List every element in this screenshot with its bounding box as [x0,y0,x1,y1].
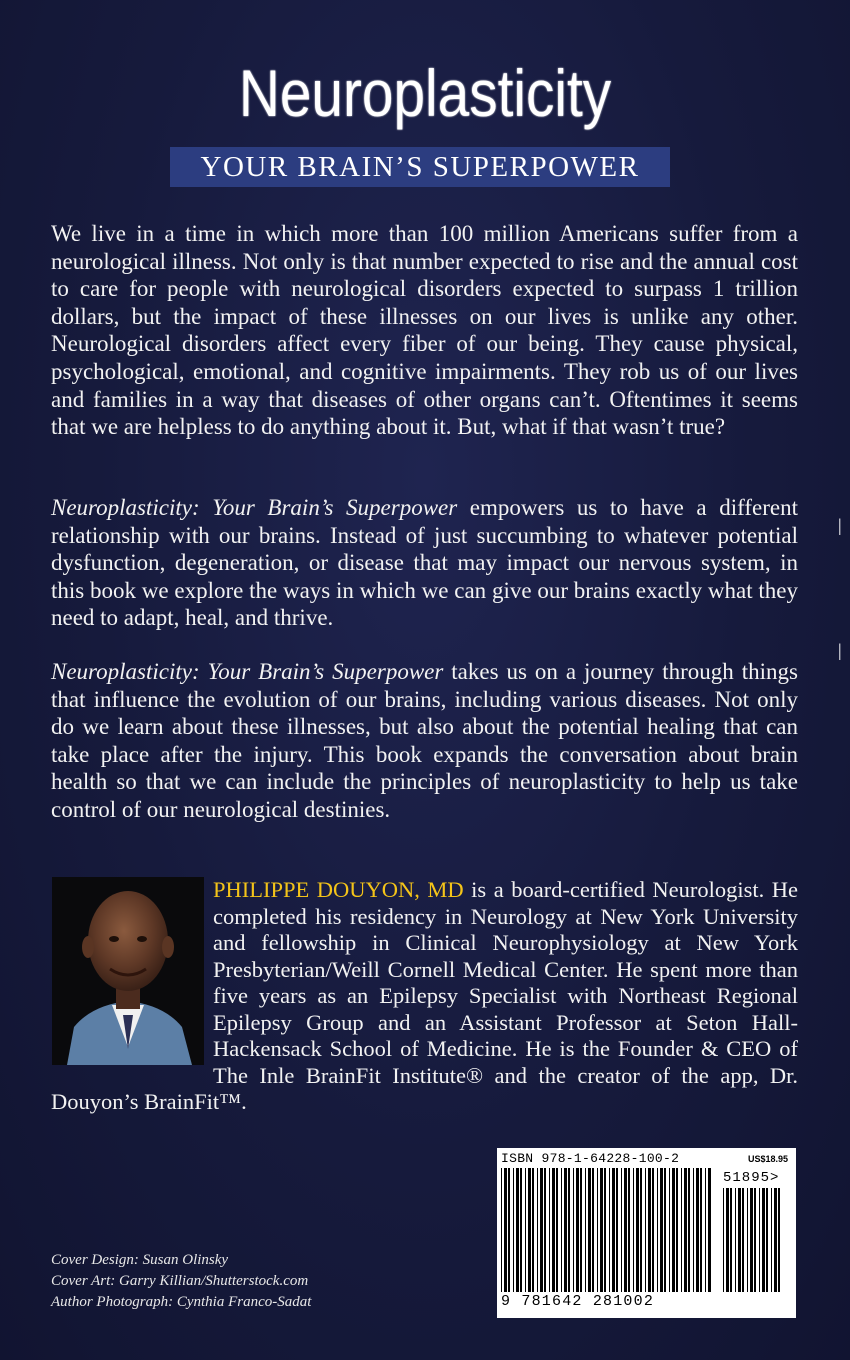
barcode-bar [688,1168,690,1292]
barcode-bar [532,1168,534,1292]
barcode-bar [735,1188,736,1292]
barcode-bar [576,1168,579,1292]
barcode-bar [616,1168,618,1292]
barcode-bar [592,1168,594,1292]
barcode-bar [501,1168,502,1292]
credit-art: Cover Art: Garry Killian/Shutterstock.com [51,1273,309,1289]
barcode-bar [681,1168,682,1292]
credit-design: Cover Design: Susan Olinsky [51,1252,229,1268]
barcode-bar [544,1168,546,1292]
barcode-bar [537,1168,538,1292]
barcode-bar [738,1188,741,1292]
barcode-bar [580,1168,582,1292]
barcode-bar [672,1168,675,1292]
barcode-bar [528,1168,531,1292]
barcode-bar [585,1168,586,1292]
book-title-reference: Neuroplasticity: Your Brain’s Superpower [51,659,444,684]
barcode-bar [540,1168,543,1292]
description-paragraph-1: We live in a time in which more than 100 million Americans suffer from a neurological illness. Not only is that number expected to rise and the annual cost to care for people with neurological disorders expected to surpass 1 trillion dollars, but the impact of these illnesses on our lives is unlike any other. Neurological disorders affect every fiber of our being. They cause physical, psychological, emotional, and cognitive impairments. They rob us of our lives and families in a way that diseases of other organs can’t. Oftentimes it seems that we are helpless to do anything about it. But, what if that wasn’t true? [51,221,798,440]
price-text: US$18.95 [747,1154,788,1164]
credit-photo: Author Photograph: Cynthia Franco-Sadat [51,1294,312,1310]
barcode-bar [648,1168,651,1292]
barcode-bar [742,1188,744,1292]
barcode-bar [516,1168,519,1292]
barcode-box [497,1148,796,1318]
barcode-bar [754,1188,756,1292]
author-bio [51,877,798,1116]
barcode-bar [640,1168,642,1292]
book-title: Neuroplasticity [238,56,612,130]
barcode-bar [657,1168,658,1292]
barcode-bar [664,1168,666,1292]
barcode-bar [766,1188,768,1292]
barcode-bar [624,1168,627,1292]
barcode-bar [645,1168,646,1292]
barcode-bar [609,1168,610,1292]
barcode-bar [676,1168,678,1292]
price-addon-barcode [723,1188,787,1306]
barcode-digits: 9 781642 281002 [501,1293,655,1310]
barcode-bar [730,1188,732,1292]
barcode-bar [561,1168,562,1292]
barcode-bar [628,1168,630,1292]
book-title-reference: Neuroplasticity: Your Brain’s Superpower [51,495,458,520]
barcode-bar [597,1168,598,1292]
barcode-bar [504,1168,507,1292]
price-addon-digits: 51895> [723,1170,780,1186]
paragraph-text: empowers us to have a different relationship with our brains. Instead of just succumbing to whatever potential dysfunction, degeneration, or disease that may impact our nervous system, in this book we explore the ways in which we can give our brains exactly what they need to adapt, heal, and thrive. [51,495,798,631]
barcode-bar [693,1168,694,1292]
barcode-bar [696,1168,699,1292]
barcode-bar [705,1168,706,1292]
barcode-bar [726,1188,729,1292]
isbn-text: ISBN 978-1-64228-100-2 [501,1151,680,1166]
barcode-bar [778,1188,780,1292]
barcode-bar [636,1168,639,1292]
barcode-bar [588,1168,591,1292]
barcode-bar [604,1168,606,1292]
barcode-bar [612,1168,615,1292]
barcode-bar [708,1168,711,1292]
barcode-bar [633,1168,634,1292]
barcode-bar [723,1188,724,1292]
barcode-bar [573,1168,574,1292]
barcode-bar [771,1188,772,1292]
barcode-bar [621,1168,622,1292]
barcode-bar [669,1168,670,1292]
barcode-bar [759,1188,760,1292]
description-paragraph-2 [51,494,798,632]
cover-credits [51,1250,451,1313]
barcode-bar [684,1168,687,1292]
barcode-bar [513,1168,514,1292]
book-subtitle: YOUR BRAIN’S SUPERPOWER [200,151,640,183]
barcode-bar [774,1188,777,1292]
barcode-bar [564,1168,567,1292]
ean-barcode [501,1168,717,1296]
barcode-bar [762,1188,765,1292]
barcode-bar [600,1168,603,1292]
barcode-bar [556,1168,558,1292]
author-name: PHILIPPE DOUYON, MD [213,877,464,902]
barcode-bar [568,1168,570,1292]
edge-mark: | [838,640,842,660]
barcode-bar [520,1168,522,1292]
barcode-bar [508,1168,510,1292]
author-bio-text: is a board-certified Neurologist. He completed his residency in Neurology at New York University and fellowship in Clinical Neurophysiology at New York Presbyterian/Weill Cornell Medical Center. He spent more than five years as an Epilepsy Specialist with Northeast Regional Epilepsy Group and an Assistant Professor at Seton Hall-Hackensack School of Medicine. He is the Founder & CEO of The Inle BrainFit Institute® and the creator of the app, Dr. Douyon’s BrainFit™. [51,877,799,1114]
barcode-bar [750,1188,753,1292]
photo-space [51,877,213,1063]
barcode-bar [549,1168,550,1292]
barcode-bar [700,1168,702,1292]
barcode-bar [525,1168,526,1292]
description-paragraph-3 [51,658,798,824]
edge-mark: | [838,515,842,535]
barcode-bar [660,1168,663,1292]
barcode-bar [747,1188,748,1292]
barcode-bar [652,1168,654,1292]
paragraph-text: takes us on a journey through things that influence the evolution of our brains, including various diseases. Not only do we learn about these illnesses, but also about the potential healing that can take place after the injury. This book expands the conversation about brain health so that we can include the principles of neuroplasticity to help us take control of our neurological destinies. [51,659,798,822]
barcode-bar [552,1168,555,1292]
